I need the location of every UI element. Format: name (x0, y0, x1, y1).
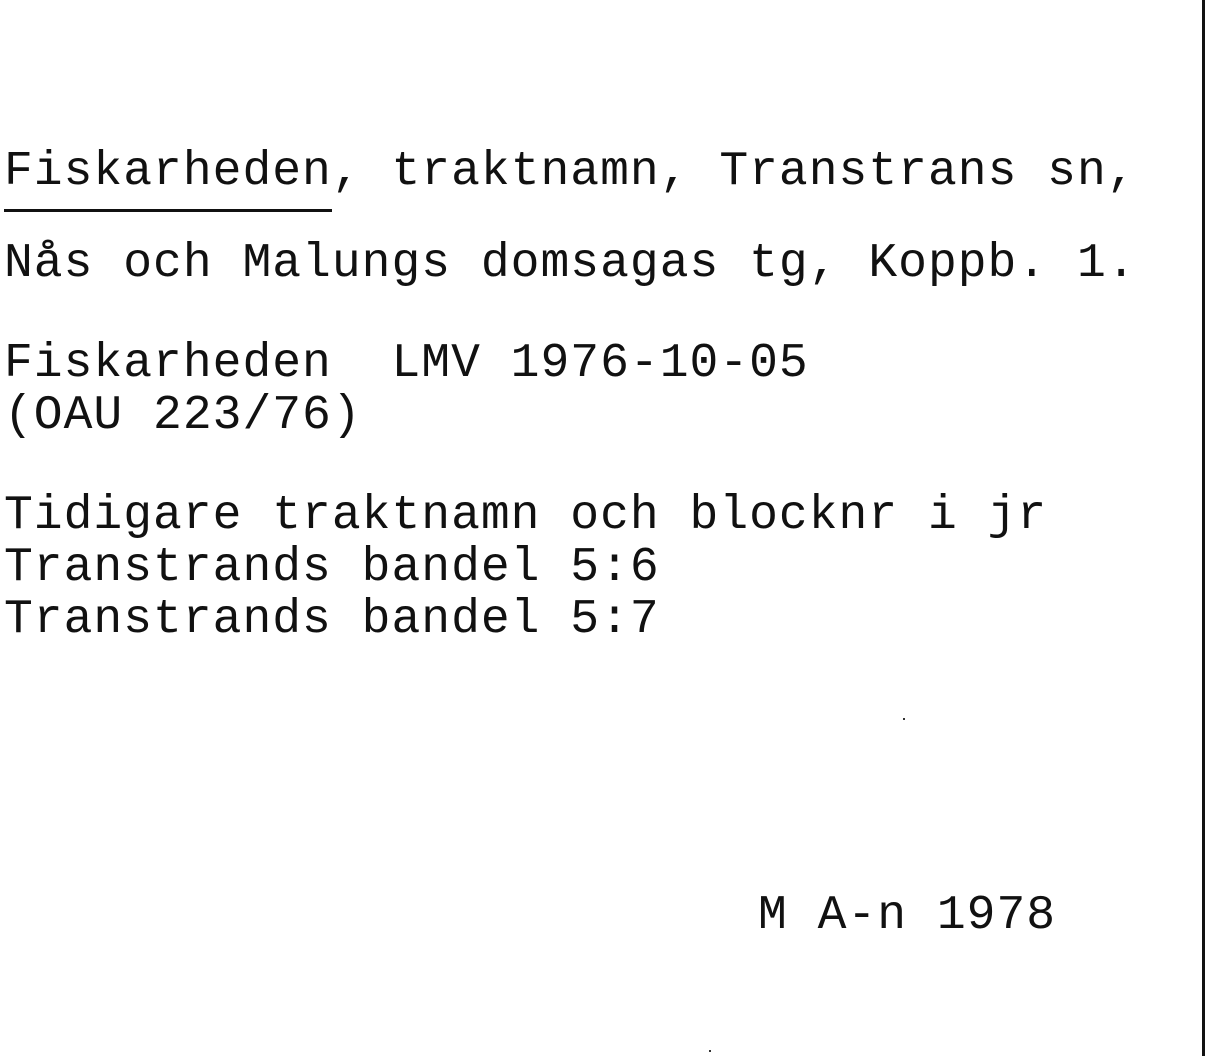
signature-line: M A-n 1978 (758, 889, 1057, 943)
reference-number-line: (OAU 223/76) (4, 389, 362, 443)
jurisdiction-line: Nås och Malungs domsagas tg, Koppb. 1. (4, 237, 1137, 291)
scan-speck (903, 718, 905, 720)
card-edge-line (1202, 0, 1205, 1056)
headword-underline (4, 209, 332, 212)
scan-speck (709, 1050, 711, 1052)
entry-title-line (4, 146, 1137, 198)
entry-title-rest: , traktnamn, Transtrans sn, (331, 145, 1137, 199)
lmv-decision-line: Fiskarheden LMV 1976-10-05 (4, 337, 809, 391)
previous-block-1: Transtrands bandel 5:6 (4, 541, 660, 595)
headword-text: Fiskarheden (4, 145, 332, 199)
previous-block-2: Transtrands bandel 5:7 (4, 593, 660, 647)
previous-names-heading: Tidigare traktnamn och blocknr i jr (4, 489, 1048, 543)
headword (4, 146, 332, 198)
